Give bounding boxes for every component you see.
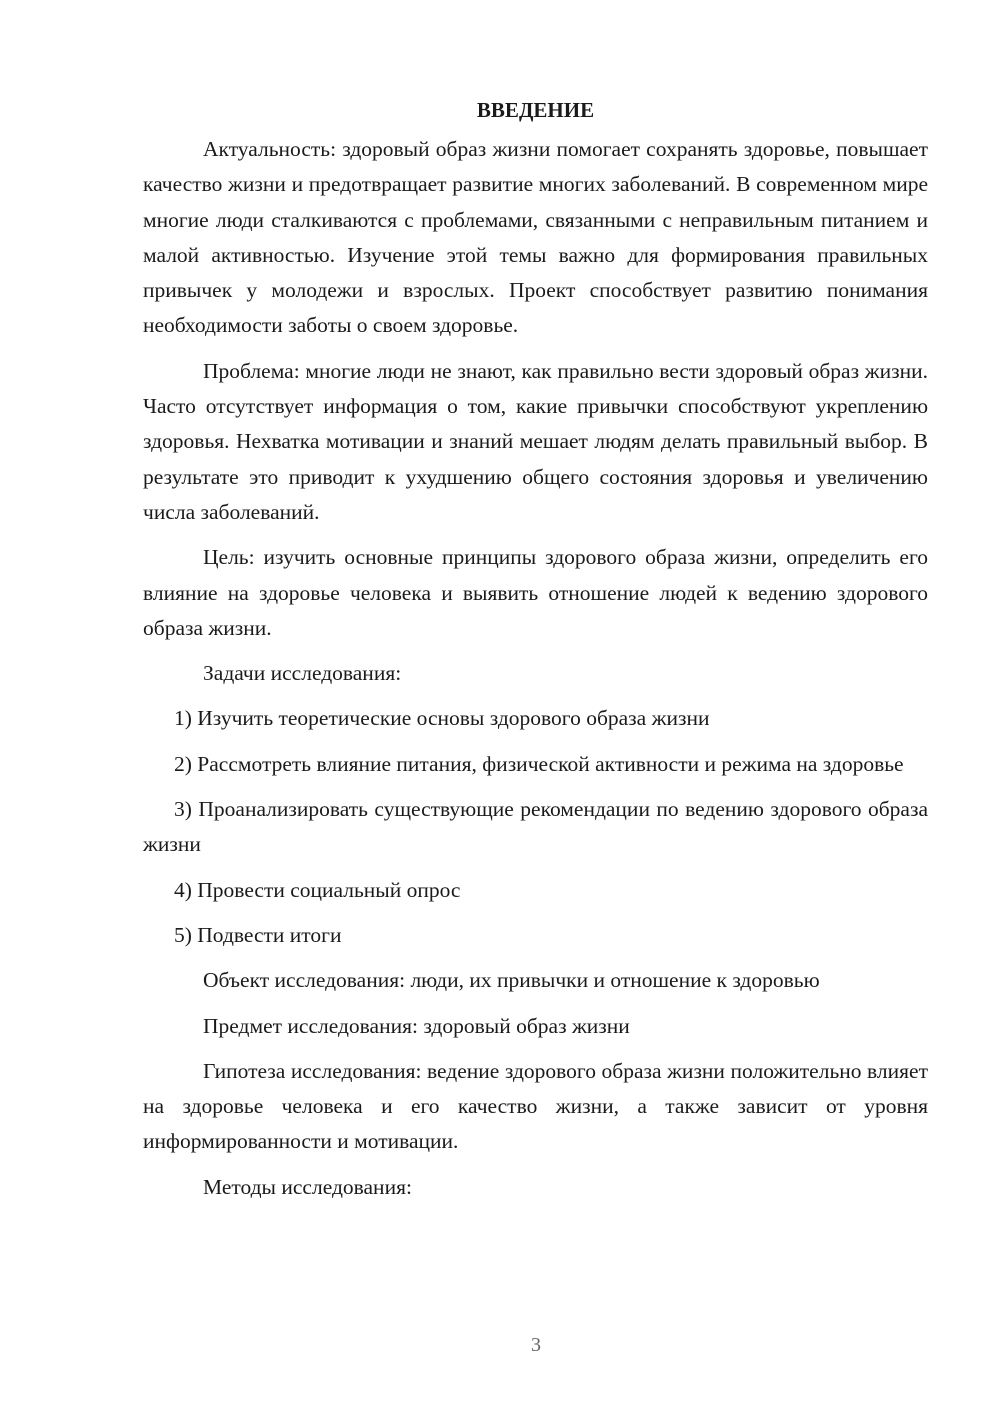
paragraph-hypothesis: Гипотеза исследования: ведение здорового образа жизни положительно влияет на здоровье человека и его качество жизни, а также зависит от уровня информированности и мотивации. [143,1058,928,1154]
task-item: 2) Рассмотреть влияние питания, физической активности и режима на здоровье [174,751,904,776]
task-item: 1) Изучить теоретические основы здорового образа жизни [174,706,710,731]
paragraph-object: Объект исследования: люди, их привычки и отношение к здоровью [203,968,820,993]
task-item: 4) Провести социальный опрос [174,877,461,902]
paragraph-relevance: Актуальность: здоровый образ жизни помогает сохранять здоровье, повышает качество жизни и предотвращает развитие многих заболеваний. В современном мире многие люди сталкиваются с проблемами, связанными с неправильным питанием и малой активностью. Изучение этой темы важно для формирования правильных привычек у молодежи и взрослых. Проект способствует развитию понимания необходимости заботы о своем здоровье. [143,137,928,338]
tasks-heading: Задачи исследования: [203,661,402,686]
paragraph-problem: Проблема: многие люди не знают, как правильно вести здоровый образ жизни. Часто отсутствует информация о том, какие привычки способствуют укреплению здоровья. Нехватка мотивации и знаний мешает людям делать правильный выбор. В результате это приводит к ухудшению общего состояния здоровья и увеличению числа заболеваний. [143,358,928,524]
paragraph-goal: Цель: изучить основные принципы здорового образа жизни, определить его влияние на здоровье человека и выявить отношение людей к ведению здорового образа жизни. [143,545,928,640]
section-title: ВВЕДЕНИЕ [476,98,595,122]
task-item: 3) Проанализировать существующие рекомендации по ведению здорового образа жизни [143,797,928,857]
page-number: 3 [531,1334,541,1356]
document-page [143,96,928,1215]
methods-heading: Методы исследования: [203,1174,412,1199]
tasks-list [143,701,928,953]
task-item: 5) Подвести итоги [174,922,342,947]
paragraph-subject: Предмет исследования: здоровый образ жизни [203,1013,630,1038]
